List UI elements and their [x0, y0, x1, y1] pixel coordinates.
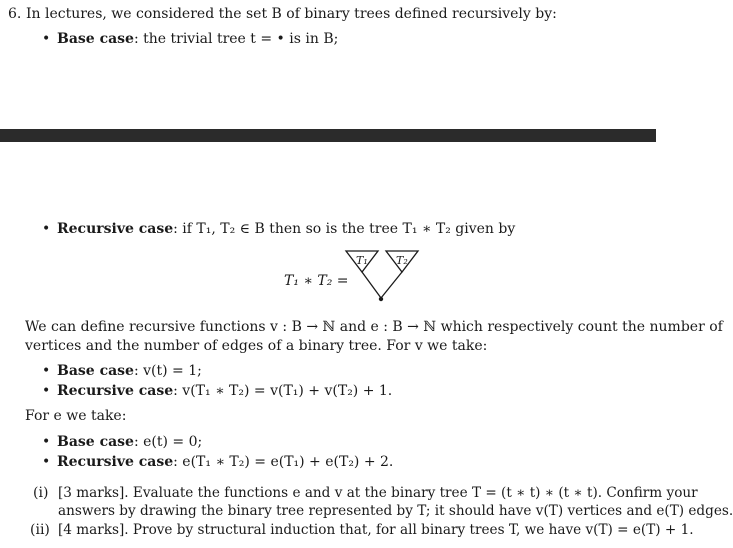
bullet: • — [42, 383, 51, 399]
e-base-case — [57, 433, 202, 451]
diagram-lhs: T₁ ∗ T₂ = — [284, 273, 349, 289]
definition-line-2: vertices and the number of edges of a binary tree. For v we take: — [25, 338, 488, 354]
right-subtree-label: T₂ — [396, 254, 408, 267]
bullet: • — [42, 363, 51, 379]
base-case-item — [57, 30, 338, 48]
part-ii-text: [4 marks]. Prove by structural induction that, for all binary trees T, we have v(T) = e(T) + 1. — [58, 522, 694, 538]
definition-line-1: We can define recursive functions v : B → ℕ and e : B → ℕ which respectively count the number of — [25, 319, 723, 335]
base-case-text: : the trivial tree t = • is in B; — [133, 31, 339, 47]
e-base-text: : e(t) = 0; — [133, 434, 203, 450]
question-intro: In lectures, we considered the set B of binary trees defined recursively by: — [26, 6, 557, 22]
base-case-label: Base case — [57, 31, 134, 47]
question-number: 6. — [8, 6, 22, 22]
recursive-case-label: Recursive case — [57, 221, 174, 237]
part-i-line-2: answers by drawing the binary tree represented by T; it should have v(T) vertices and e(T) edges. — [58, 503, 733, 519]
recursive-case-item — [57, 220, 515, 238]
v-base-label: Base case — [57, 363, 134, 379]
part-i-line-1: [3 marks]. Evaluate the functions e and v at the binary tree T = (t ∗ t) ∗ (t ∗ t). Confirm your — [58, 485, 698, 501]
v-rec-label: Recursive case — [57, 383, 174, 399]
left-edge — [362, 272, 381, 298]
bullet: • — [42, 434, 51, 450]
v-recursive-case — [57, 382, 392, 400]
bullet: • — [42, 454, 51, 470]
e-recursive-case — [57, 453, 393, 471]
v-rec-text: : v(T₁ ∗ T₂) = v(T₁) + v(T₂) + 1. — [173, 383, 393, 399]
root-node — [379, 297, 383, 301]
part-ii-number: (ii) — [30, 522, 50, 538]
e-rec-text: : e(T₁ ∗ T₂) = e(T₁) + e(T₂) + 2. — [173, 454, 394, 470]
left-subtree-label: T₁ — [356, 254, 368, 267]
part-i-number: (i) — [33, 485, 49, 501]
right-edge — [381, 272, 402, 298]
tree-diagram — [340, 246, 424, 306]
bullet: • — [42, 31, 51, 47]
e-rec-label: Recursive case — [57, 454, 174, 470]
bullet: • — [42, 221, 51, 237]
recursive-case-text: : if T₁, T₂ ∈ B then so is the tree T₁ ∗ T₂ given by — [173, 221, 516, 237]
e-base-label: Base case — [57, 434, 134, 450]
v-base-case — [57, 362, 202, 380]
dark-band — [0, 129, 656, 142]
for-e-line: For e we take: — [25, 408, 127, 424]
v-base-text: : v(t) = 1; — [133, 363, 202, 379]
